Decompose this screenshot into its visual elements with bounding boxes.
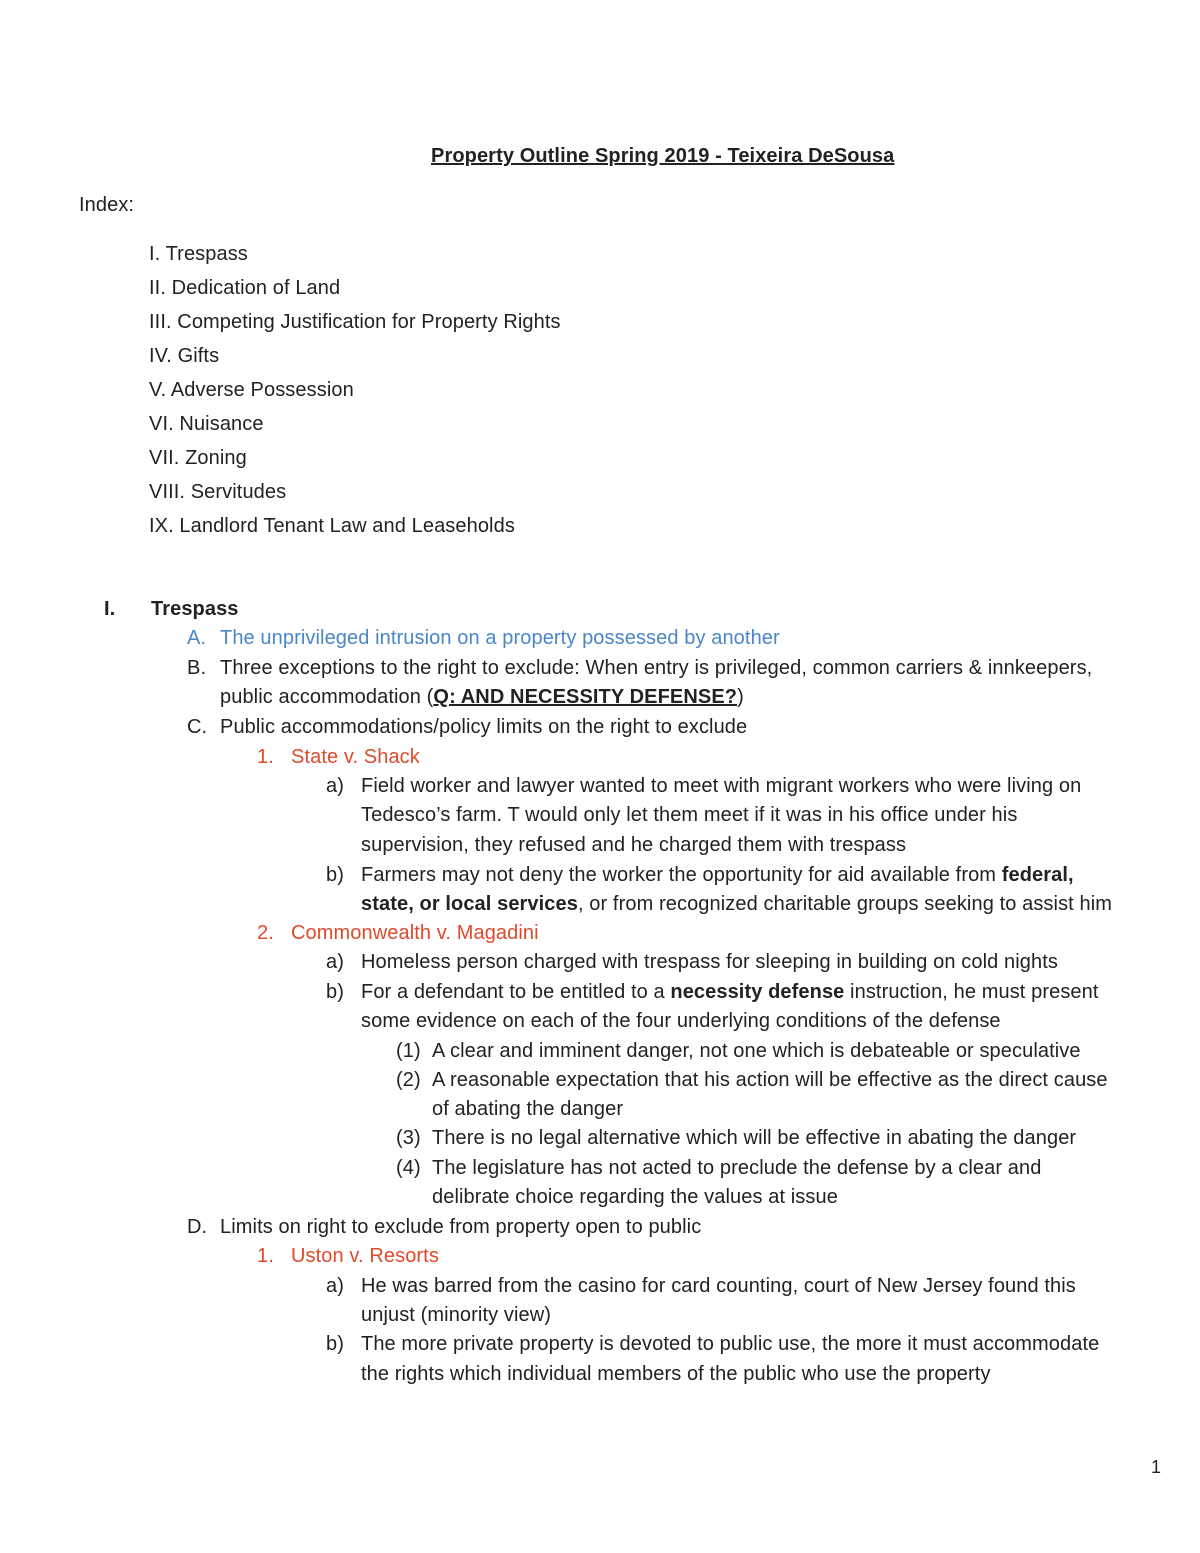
outline-text: The legislature has not acted to preclude the defense by a clear and [432,1157,1042,1179]
outline-text: He was barred from the casino for card counting, court of New Jersey found this [361,1275,1076,1297]
outline-text: of abating the danger [432,1098,624,1120]
outline-text: The more private property is devoted to public use, the more it must accommodate [361,1333,1100,1355]
outline-text: Limits on right to exclude from property open to public [220,1216,702,1238]
outline-text: Tedesco’s farm. T would only let them meet if it was in his office under his [361,804,1018,826]
case-name: Uston v. Resorts [291,1245,439,1267]
outline-label: (2) [396,1069,421,1091]
case-number: 1. [257,1245,274,1267]
outline-label: (3) [396,1127,421,1149]
case-number: 2. [257,922,274,944]
outline-text: state, or local services, or from recognized charitable groups seeking to assist him [361,893,1113,915]
outline-text: unjust (minority view) [361,1304,552,1326]
outline-label: (4) [396,1157,421,1179]
outline-text: For a defendant to be entitled to a necessity defense instruction, he must present [361,981,1099,1003]
outline-text: public accommodation (Q: AND NECESSITY DEFENSE?) [220,686,744,708]
outline-label: A. [187,627,207,649]
case-name: State v. Shack [291,746,420,768]
outline-text: some evidence on each of the four underlying conditions of the defense [361,1010,1001,1032]
section-number: I. [104,598,116,620]
case-number: 1. [257,746,274,768]
section-heading: Trespass [151,598,239,620]
outline-label: b) [326,1333,344,1355]
definition-text: The unprivileged intrusion on a property possessed by another [220,627,780,649]
index-item: IX. Landlord Tenant Law and Leaseholds [149,515,515,537]
outline-label: (1) [396,1040,421,1062]
outline-text: There is no legal alternative which will be effective in abating the danger [432,1127,1077,1149]
outline-text: Field worker and lawyer wanted to meet with migrant workers who were living on [361,775,1082,797]
outline-text: the rights which individual members of the public who use the property [361,1363,991,1385]
outline-text: A clear and imminent danger, not one which is debateable or speculative [432,1040,1081,1062]
outline-text: Three exceptions to the right to exclude: When entry is privileged, common carriers & innkeepers, [220,657,1093,679]
outline-text: supervision, they refused and he charged them with trespass [361,834,907,856]
index-item: IV. Gifts [149,345,220,367]
index-label: Index: [79,194,135,216]
outline-text: delibrate choice regarding the values at issue [432,1186,838,1208]
index-item: V. Adverse Possession [149,379,354,401]
outline-label: C. [187,716,208,738]
page-number: 1 [1151,1457,1162,1477]
document-title: Property Outline Spring 2019 - Teixeira DeSousa [431,145,895,167]
outline-text: Homeless person charged with trespass for sleeping in building on cold nights [361,951,1058,973]
outline-label: D. [187,1216,208,1238]
outline-label: B. [187,657,207,679]
outline-label: a) [326,775,344,797]
outline-label: b) [326,864,344,886]
outline-label: a) [326,951,344,973]
index-item: II. Dedication of Land [149,277,341,299]
index-item: VII. Zoning [149,447,247,469]
index-item: I. Trespass [149,243,248,265]
index-item: III. Competing Justification for Property Rights [149,311,561,333]
question-note: Q: AND NECESSITY DEFENSE? [433,686,738,708]
outline-label: b) [326,981,344,1003]
case-name: Commonwealth v. Magadini [291,922,539,944]
outline-text: Farmers may not deny the worker the opportunity for aid available from federal, [361,864,1074,886]
outline-text: Public accommodations/policy limits on the right to exclude [220,716,748,738]
outline-label: a) [326,1275,344,1297]
index-item: VIII. Servitudes [149,481,287,503]
index-item: VI. Nuisance [149,413,264,435]
outline-text: A reasonable expectation that his action will be effective as the direct cause [432,1069,1108,1091]
